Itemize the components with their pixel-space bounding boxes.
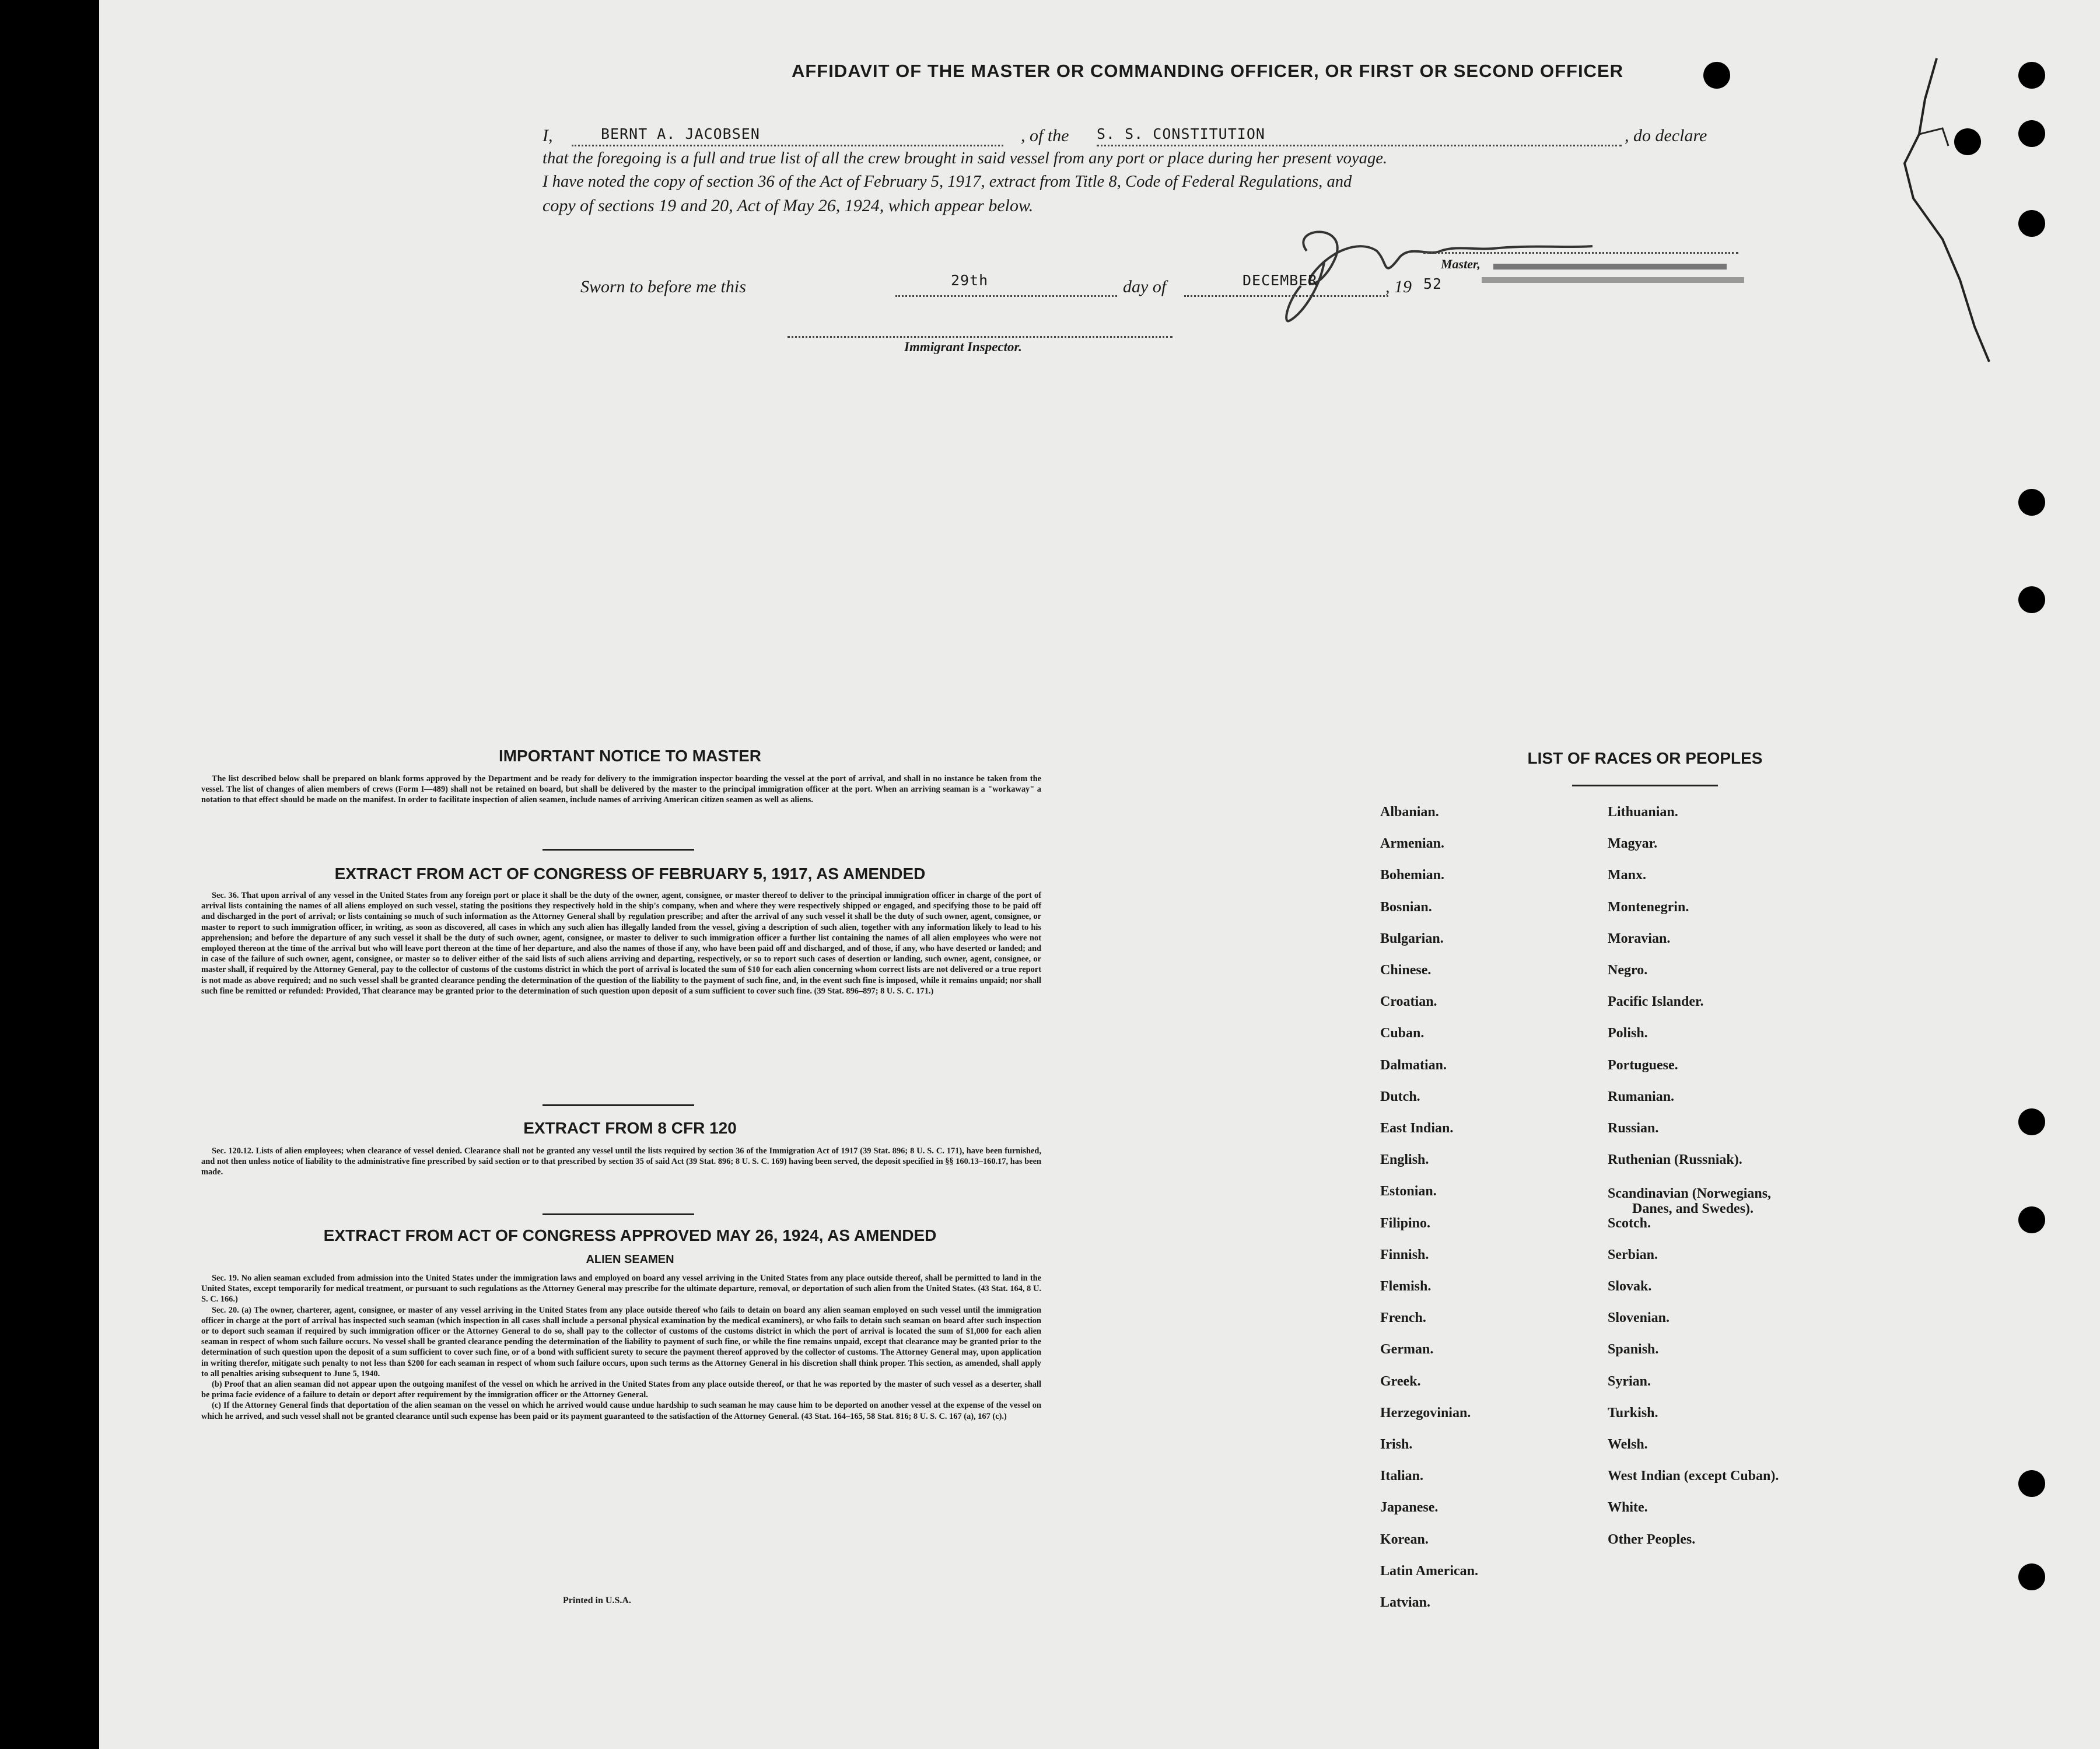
race-item: Other Peoples. xyxy=(1608,1531,1696,1547)
affidavit-text-line-3: I have noted the copy of section 36 of the Act of February 5, 1917, extract from Title 8, Code of Federal Regulations, and xyxy=(542,173,1352,191)
alien-seamen-subtitle: ALIEN SEAMEN xyxy=(586,1253,674,1266)
race-item: Manx. xyxy=(1608,867,1646,883)
inspector-label: Immigrant Inspector. xyxy=(904,340,1022,354)
race-item: Chinese. xyxy=(1380,963,1432,978)
sworn-year-prefix: , 19 xyxy=(1385,277,1412,296)
section-36-paragraph: Sec. 36. That upon arrival of any vessel in the United States from any foreign port or place it shall be the duty of the owner, agent, consignee, or master thereof to deliver to the principal immigration officer in charge of the port of arrival lists containing the names of all aliens employed on such vessel, stating the positions they respectively hold in the ship's company, when and where they were respectively shipped or engaged, and specifying those to be paid off and discharged in the port of arrival; or lists containing so much of such information as the Attorney General shall by regulation prescribe; and after the arrival of any such vessel it shall be the duty of such owner, agent, consignee, or master to report to such immigration officer, in writing, as soon as discovered, all cases in which any such alien has illegally landed from the vessel, giving a description of such alien, together with any information likely to lead to his apprehension; and before the departure of any such vessel it shall be the duty of such owner, agent, consignee, or master to deliver to such immigration officer a further list containing the names of all alien employees who were not employed thereon at the time of the arrival but who will leave port thereon at the time of her departure, and also the names of those if any, who have been paid off and discharged, and of those, if any, who have deserted or landed; and in case of the failure of such owner, agent, consignee, or master so to deliver either of the said lists of such aliens arriving and departing, respectively, or so to report such cases of desertion or landing, such owner, agent, consignee, or master shall, if required by the Attorney General, pay to the collector of customs of the customs district in which the port of arrival is located the sum of $10 for each alien concerning whom correct lists are not delivered or a true report is not made as above required; and no such vessel shall be granted clearance pending the determination of the question of the liability to the payment of such fine, and, in the event such fine is imposed, while it remains unpaid; nor shall such fine be remitted or refunded: Provided, That clearance may be granted prior to the determination of such question upon deposit of a sum sufficient to cover such fine. (39 Stat. 896–897; 8 U. S. C. 171.) xyxy=(201,891,1041,996)
race-item: Serbian. xyxy=(1608,1247,1658,1262)
race-item: Albanian. xyxy=(1380,804,1439,820)
affidavit-declaration-prefix: I, xyxy=(542,126,553,145)
punch-hole xyxy=(2018,1108,2045,1135)
notice-title: IMPORTANT NOTICE TO MASTER xyxy=(498,747,762,765)
race-item: Rumanian. xyxy=(1608,1089,1675,1104)
race-item: Pacific Islander. xyxy=(1608,994,1704,1010)
race-item: Estonian. xyxy=(1380,1184,1437,1199)
race-item: German. xyxy=(1380,1342,1434,1358)
race-item: Danes, and Swedes). xyxy=(1632,1201,1754,1217)
race-item: East Indian. xyxy=(1380,1121,1454,1136)
section-divider xyxy=(542,849,694,851)
struck-out-officer-titles xyxy=(1482,277,1744,283)
race-item: Croatian. xyxy=(1380,994,1437,1010)
section-divider xyxy=(542,1213,694,1215)
notice-paragraph: The list described below shall be prepared on blank forms approved by the Department and be ready for delivery to the immigration inspector boarding the vessel at the port of arrival, and shall in no instance be taken from the vessel. The list of changes of alien members of crews (Form I—489) shall not be retained on board, but shall be delivered by the master to the principal immigration officer at the port. When an arriving seaman is a "workaway" a notation to that effect should be made on the manifest. In order to facilitate inspection of alien seamen, include names of arriving American citizen seamen as well as aliens. xyxy=(201,774,1041,805)
race-item: Korean. xyxy=(1380,1531,1429,1547)
section-divider xyxy=(542,1104,694,1106)
punch-hole xyxy=(1703,62,1730,89)
race-item: Scotch. xyxy=(1608,1215,1651,1231)
extract-cfr-title: EXTRACT FROM 8 CFR 120 xyxy=(523,1119,737,1137)
race-item: Greek. xyxy=(1380,1373,1421,1389)
document-page xyxy=(99,0,2100,1749)
race-item: Japanese. xyxy=(1380,1500,1438,1516)
race-item: Herzegovinian. xyxy=(1380,1405,1471,1421)
race-item: Bohemian. xyxy=(1380,867,1445,883)
race-item: Slovak. xyxy=(1608,1279,1652,1294)
race-item: Irish. xyxy=(1380,1437,1413,1452)
race-item: Portuguese. xyxy=(1608,1057,1678,1073)
race-item: Spanish. xyxy=(1608,1342,1659,1358)
punch-hole xyxy=(2018,1206,2045,1233)
extract-cfr-text xyxy=(201,1146,1041,1178)
extract-1924-title: EXTRACT FROM ACT OF CONGRESS APPROVED MAY 26, 1924, AS AMENDED xyxy=(323,1226,937,1244)
section-20b-paragraph: (b) Proof that an alien seaman did not appear upon the outgoing manifest of the vessel on which he arrived in the United States from any place outside thereof, or that he was reported by the master of such vessel as a deserter, shall be prima facie evidence of a failure to detain or deport after requirement by the immigration officer or the Attorney General. xyxy=(201,1380,1041,1400)
punch-hole xyxy=(2018,586,2045,613)
extract-1917-title: EXTRACT FROM ACT OF CONGRESS OF FEBRUARY 5, 1917, AS AMENDED xyxy=(334,865,926,883)
vessel-name-line xyxy=(1097,145,1622,146)
sworn-month: DECEMBER xyxy=(1242,272,1318,289)
punch-hole xyxy=(2018,489,2045,516)
race-item: Polish. xyxy=(1608,1026,1648,1041)
race-item: Bosnian. xyxy=(1380,899,1432,915)
race-item: French. xyxy=(1380,1310,1426,1326)
vessel-name: S. S. CONSTITUTION xyxy=(1097,125,1265,142)
sworn-day-of: day of xyxy=(1123,277,1167,296)
race-item: English. xyxy=(1380,1152,1429,1168)
race-item: Flemish. xyxy=(1380,1279,1432,1294)
punch-hole xyxy=(2018,1563,2045,1590)
race-item: Ruthenian (Russniak). xyxy=(1608,1152,1742,1168)
extract-1924-text xyxy=(201,1273,1041,1422)
sworn-day-line xyxy=(895,295,1117,297)
race-item: Latin American. xyxy=(1380,1563,1478,1579)
punch-hole xyxy=(2018,1470,2045,1497)
notice-text xyxy=(201,774,1041,806)
section-20c-paragraph: (c) If the Attorney General finds that deportation of the alien seaman on the vessel on which he arrived would cause undue hardship to such seaman he may cause him to be deported on another vessel at the expense of the vessel on which he arrived, and such vessel shall not be granted clearance until such expense has been paid or its payment guaranteed to the satisfaction of the Attorney General. (43 Stat. 164–165, 58 Stat. 816; 8 U. S. C. 167 (a), 167 (c).) xyxy=(201,1401,1041,1421)
sworn-day: 29th xyxy=(951,272,989,289)
sworn-prefix: Sworn to before me this xyxy=(580,277,746,296)
race-item: Dutch. xyxy=(1380,1089,1420,1104)
race-item: White. xyxy=(1608,1500,1648,1516)
affidavit-do-declare: , do declare xyxy=(1625,126,1707,145)
race-item: Cuban. xyxy=(1380,1026,1424,1041)
race-item: Armenian. xyxy=(1380,836,1444,852)
race-item: Bulgarian. xyxy=(1380,931,1444,946)
affidavit-text-line-4: copy of sections 19 and 20, Act of May 26, 1924, which appear below. xyxy=(542,196,1034,215)
race-item: Dalmatian. xyxy=(1380,1057,1447,1073)
officer-name: BERNT A. JACOBSEN xyxy=(601,125,760,142)
officer-name-line xyxy=(572,145,1003,146)
race-item: Montenegrin. xyxy=(1608,899,1689,915)
section-divider xyxy=(1572,785,1718,786)
race-item: Lithuanian. xyxy=(1608,804,1678,820)
race-item: Scandinavian (Norwegians, xyxy=(1608,1186,1772,1202)
race-item: Latvian. xyxy=(1380,1595,1431,1610)
signature-line xyxy=(1423,252,1738,254)
sworn-year: 52 xyxy=(1423,275,1443,292)
section-20a-paragraph: Sec. 20. (a) The owner, charterer, agent, consignee, or master of any vessel arriving in the United States from any place outside thereof who fails to detain on board any alien seaman employed on such vessel until the immigration officer in charge at the port of arrival has inspected such seaman (which inspection in all cases shall include a personal physical examination by the medical examiners), or who fails to detain such seaman on board after such inspection or to deport such seaman if required by such immigration officer or the Attorney General to do so, shall pay to the collector of customs of the customs district in which the port of arrival is located the sum of $1,000 for each alien seaman in respect of whom such failure occurs. No vessel shall be granted clearance pending the determination of the liability to payment of such fine, or while the fine remains unpaid, except that clearance may be granted prior to the determination of such question upon the deposit of a sum sufficient to cover such fine, or of a bond with sufficient surety to secure the payment thereof approved by the collector of customs. The Attorney General may, upon application in writing therefor, mitigate such penalty to not less than $200 for each seaman in respect of whom such failure occurs, upon such terms as the Attorney General in his discretion shall think proper. This section, as amended, shall apply to all penalties arising subsequent to June 5, 1940. xyxy=(201,1305,1041,1379)
affidavit-of-the: , of the xyxy=(1021,126,1069,145)
races-title: LIST OF RACES OR PEOPLES xyxy=(1527,749,1763,767)
sworn-month-line xyxy=(1184,295,1388,297)
affidavit-title: AFFIDAVIT OF THE MASTER OR COMMANDING OFFICER, OR FIRST OR SECOND OFFICER xyxy=(791,61,1624,81)
paper-tear-mark xyxy=(1849,47,2024,373)
race-item: Slovenian. xyxy=(1608,1310,1670,1326)
race-item: Welsh. xyxy=(1608,1437,1648,1452)
race-item: West Indian (except Cuban). xyxy=(1608,1468,1779,1484)
race-item: Magyar. xyxy=(1608,836,1658,852)
extract-1917-text xyxy=(201,890,1041,996)
affidavit-text-line-2: that the foregoing is a full and true list of all the crew brought in said vessel from any port or place during her present voyage. xyxy=(542,149,1388,167)
race-item: Moravian. xyxy=(1608,931,1671,946)
struck-out-officer-titles xyxy=(1493,264,1727,270)
race-item: Russian. xyxy=(1608,1121,1659,1136)
race-item: Finnish. xyxy=(1380,1247,1429,1262)
signature-role-label: Master, xyxy=(1441,257,1480,271)
race-item: Syrian. xyxy=(1608,1373,1651,1389)
race-item: Turkish. xyxy=(1608,1405,1658,1421)
race-item: Negro. xyxy=(1608,963,1648,978)
printed-in-usa: Printed in U.S.A. xyxy=(563,1596,631,1605)
race-item: Filipino. xyxy=(1380,1215,1431,1231)
section-19-paragraph: Sec. 19. No alien seaman excluded from admission into the United States under the immigration laws and employed on board any vessel arriving in the United States from any place outside thereof, shall be permitted to land in the United States, except temporarily for medical treatment, or pursuant to such regulations as the Attorney General may prescribe for the ultimate departure, removal, or deportation of such alien from the United States. (43 Stat. 164, 8 U. S. C. 166.) xyxy=(201,1274,1041,1304)
inspector-signature-line xyxy=(788,336,1172,338)
race-item: Italian. xyxy=(1380,1468,1424,1484)
section-120-12-paragraph: Sec. 120.12. Lists of alien employees; when clearance of vessel denied. Clearance shall not be granted any vessel until the lists required by section 36 of the Immigration Act of 1917 (39 Stat. 896; 8 U. S. C. 171), have been furnished, and not then unless notice of liability to the administrative fine prescribed by said section or to that prescribed by section 35 of said Act (39 Stat. 896; 8 U. S. C. 169) having been served, the deposit specified in §§ 160.13–160.17, has been made. xyxy=(201,1146,1041,1177)
